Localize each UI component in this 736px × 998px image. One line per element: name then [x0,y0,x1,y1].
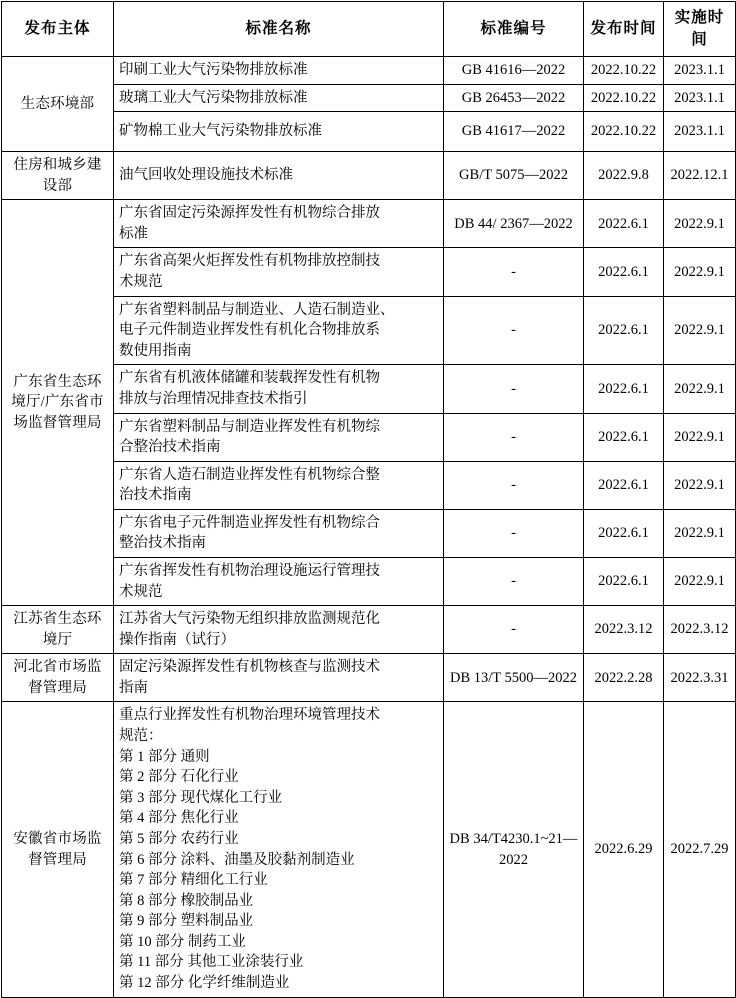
text-line: 整治技术指南 [119,535,206,552]
cell-issue-date: 2022.6.1 [584,461,664,509]
text-line: 治技术指南 [119,487,192,504]
text-line: 第 3 部分 现代煤化工行业 [119,789,283,806]
cell-issue-date: 2022.3.12 [584,606,664,654]
cell-effective-date: 2022.9.1 [664,200,736,248]
cell-standard-name: 油气回收处理设施技术标准 [114,152,444,200]
text-line: 住房和城乡 [13,157,87,174]
cell-effective-date: 2023.1.1 [664,84,736,112]
cell-issue-date: 2022.6.29 [584,702,664,997]
cell-standard-code: DB 44/ 2367—2022 [444,200,584,248]
cell-standard-name [114,702,444,997]
text-line: 环境厅 [42,611,102,648]
text-line: 2022 [548,669,578,686]
cell-standard-name [114,200,444,248]
cell-effective-date: 2022.9.1 [664,509,736,557]
text-line: 4230.1~21—2022 [499,830,578,868]
cell-issue-date: 2022.10.22 [584,57,664,85]
text-line: 广东省有机液体储罐和装载挥发性有机物 [119,370,380,387]
text-line: 第 6 部分 涂料、油墨及胶黏剂制造业 [119,851,355,868]
text-line: 第 10 部分 制药工业 [119,933,246,950]
cell-issuer [2,152,114,200]
column-header-standard-code: 标准编号 [444,2,584,57]
text-line: 第 7 部分 精细化工行业 [119,872,268,889]
cell-effective-date: 2022.7.29 [664,702,736,997]
text-line: 标准 [119,225,148,242]
text-line: 规范： [119,728,163,745]
text-line: 电子元件制造业挥发性有机化合物排放系 [119,322,380,339]
cell-issuer [2,606,114,654]
cell-standard-code: - [444,461,584,509]
cell-standard-name [114,461,444,509]
text-line: 第 4 部分 焦化行业 [119,810,239,827]
text-line: 指南 [119,679,148,696]
cell-standard-code: - [444,365,584,413]
column-header-effective-date: 实施时间 [664,2,736,57]
table-body [2,57,736,998]
text-line: 广东省生态 [13,373,87,390]
cell-effective-date: 2023.1.1 [664,57,736,85]
table-header [2,2,736,57]
cell-standard-name [114,248,444,296]
text-line: 第 1 部分 通则 [119,748,210,765]
text-line: 术规范 [119,583,163,600]
cell-standard-name: 矿物棉工业大气污染物排放标准 [114,112,444,152]
table-row [2,152,736,200]
text-line: 固定污染源挥发性有机物核查与监测技术 [119,659,380,676]
table-header-row [2,2,736,57]
table-row [2,606,736,654]
cell-issuer: 生态环境部 [2,57,114,152]
cell-issuer [2,200,114,606]
text-line: 管理局 [57,415,102,432]
cell-standard-code: GB 41617—2022 [444,112,584,152]
text-line: 合整治技术指南 [119,439,221,456]
cell-effective-date: 2022.9.1 [664,557,736,605]
text-line: 数使用指南 [119,342,192,359]
text-line: 安徽省市场 [13,830,87,847]
table-row [2,57,736,85]
text-line: 操作指南（试行） [119,631,235,648]
cell-standard-name [114,654,444,702]
cell-issue-date: 2022.6.1 [584,413,664,461]
cell-effective-date: 2022.9.1 [664,296,736,365]
cell-issue-date: 2022.10.22 [584,112,664,152]
cell-issuer [2,702,114,997]
text-line: 广东省电子元件制造业挥发性有机物综合 [119,514,380,531]
text-line: 广东省高架火炬挥发性有机物排放控制技 [119,253,380,270]
text-line: 广东省塑料制品与制造业挥发性有机物综 [119,418,380,435]
standards-table [1,1,736,998]
text-line: 第 12 部分 化学纤维制造业 [119,974,290,991]
cell-issue-date: 2022.6.1 [584,509,664,557]
text-line: 重点行业挥发性有机物治理环境管理技术 [119,707,380,724]
cell-standard-code: - [444,248,584,296]
text-line: 江苏省生态 [13,611,87,628]
table-row [2,654,736,702]
text-line: 第 5 部分 农药行业 [119,830,239,847]
text-line: 第 2 部分 石化行业 [119,769,239,786]
text-line: 广东省人造石制造业挥发性有机物综合整 [119,466,380,483]
cell-standard-code: - [444,509,584,557]
cell-standard-name [114,296,444,365]
cell-issuer [2,654,114,702]
text-line: 排放与治理情况排查技术指引 [119,390,308,407]
column-header-issue-date: 发布时间 [584,2,664,57]
text-line: 第 9 部分 塑料制品业 [119,913,254,930]
cell-standard-name [114,509,444,557]
cell-effective-date: 2022.12.1 [664,152,736,200]
text-line: 广东省挥发性有机物治理设施运行管理技 [119,562,380,579]
cell-standard-code: - [444,606,584,654]
cell-effective-date: 2023.1.1 [664,112,736,152]
text-line: 广东省塑料制品与制造业、人造石制造业、 [119,301,395,318]
cell-effective-date: 2022.3.31 [664,654,736,702]
column-header-standard-name: 标准名称 [114,2,444,57]
text-line: 术规范 [119,274,163,291]
cell-standard-name [114,606,444,654]
cell-effective-date: 2022.9.1 [664,461,736,509]
table-row [2,200,736,248]
text-line: 建设部 [42,157,102,194]
cell-standard-code: - [444,296,584,365]
text-line: 环境厅/广东 [11,373,102,411]
cell-issue-date: 2022.6.1 [584,200,664,248]
cell-issue-date: 2022.9.8 [584,152,664,200]
cell-issue-date: 2022.6.1 [584,248,664,296]
cell-standard-code: GB/T 5075—2022 [444,152,584,200]
text-line: 第 8 部分 橡胶制品业 [119,892,254,909]
text-line: 省市场监督 [13,394,104,432]
cell-issue-date: 2022.10.22 [584,84,664,112]
cell-standard-code: GB 26453—2022 [444,84,584,112]
column-header-issuer: 发布主体 [2,2,114,57]
cell-standard-code [444,654,584,702]
cell-issue-date: 2022.6.1 [584,365,664,413]
cell-standard-code: - [444,413,584,461]
table-row [2,702,736,997]
text-line: 江苏省大气污染物无组织排放监测规范化 [119,611,380,628]
cell-standard-name: 玻璃工业大气污染物排放标准 [114,84,444,112]
cell-effective-date: 2022.9.1 [664,365,736,413]
cell-effective-date: 2022.9.1 [664,413,736,461]
cell-standard-name [114,413,444,461]
text-line: 广东省固定污染源挥发性有机物综合排放 [119,205,380,222]
cell-standard-name: 印刷工业大气污染物排放标准 [114,57,444,85]
text-line: 第 11 部分 其他工业涂装行业 [119,954,304,971]
text-line: 监督管理局 [28,830,102,868]
cell-issue-date: 2022.6.1 [584,296,664,365]
cell-issue-date: 2022.6.1 [584,557,664,605]
cell-effective-date: 2022.3.12 [664,606,736,654]
cell-standard-code: - [444,557,584,605]
cell-issue-date: 2022.2.28 [584,654,664,702]
cell-standard-code: GB 41616—2022 [444,57,584,85]
text-line: 监督管理局 [28,659,102,696]
cell-effective-date: 2022.9.1 [664,248,736,296]
text-line: DB 13/T 5500— [449,669,549,686]
cell-standard-code [444,702,584,997]
text-line: DB 34/T [449,830,501,847]
cell-standard-name [114,557,444,605]
text-line: 河北省市场 [13,659,87,676]
cell-standard-name [114,365,444,413]
